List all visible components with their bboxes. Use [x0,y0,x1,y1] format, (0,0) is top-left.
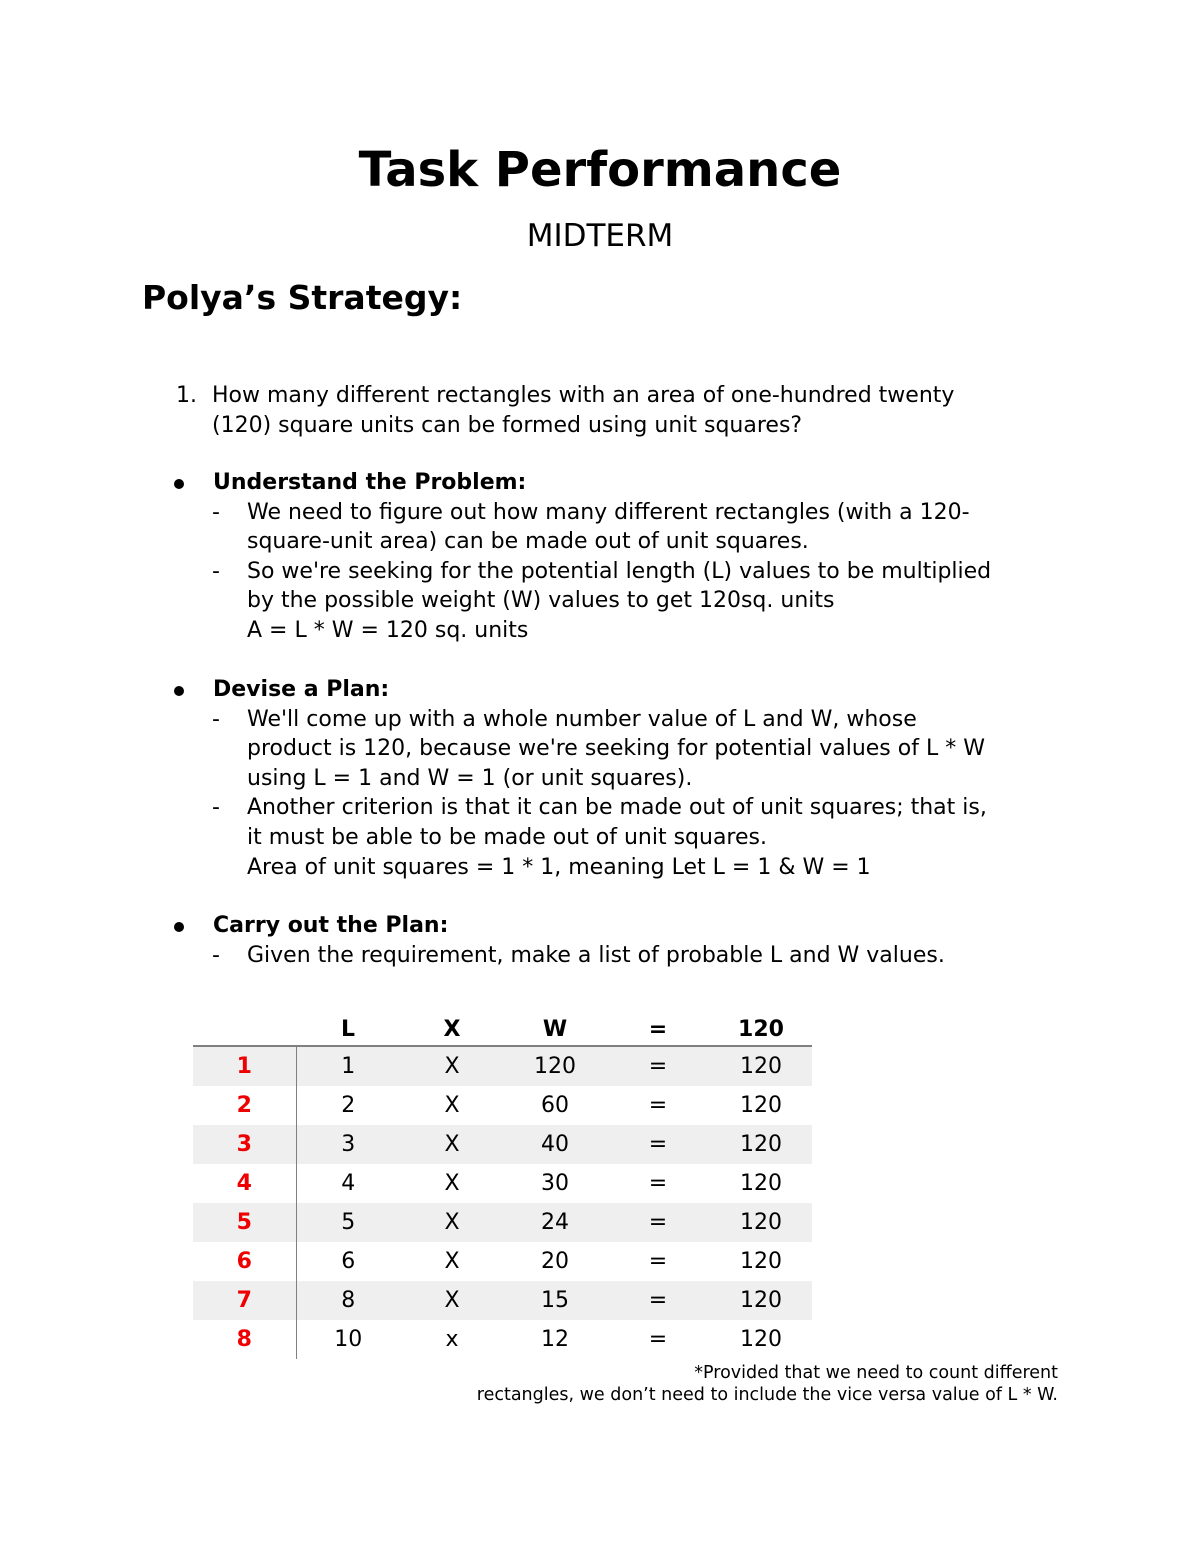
question-line: How many different rectangles with an area of one-hundred twenty [212,383,955,408]
product-cell: 120 [740,1327,782,1352]
times-cell: X [400,1203,504,1242]
equals-cell: = [606,1046,710,1086]
table-row [193,1281,812,1320]
times-cell: X [400,1125,504,1164]
question-number: 1. [176,383,197,408]
question-text [212,381,1036,440]
header-cell-equals: = [606,1015,710,1046]
width-cell: 15 [504,1281,606,1320]
length-cell: 10 [334,1327,363,1352]
header-cell-l: L [296,1015,400,1046]
section-devise [172,675,1052,882]
times-cell: X [444,1171,460,1196]
table-row [193,1203,812,1242]
row-number: 8 [193,1320,296,1359]
row-number: 2 [193,1086,296,1125]
product-cell: 120 [740,1171,782,1196]
table-row [193,1164,812,1203]
bullet-icon [174,686,184,696]
dash-icon: - [212,706,220,732]
item-line: it must be able to be made out of unit squares. [247,824,767,850]
section-title: Carry out the Plan: [213,913,449,938]
length-cell: 8 [296,1281,400,1320]
bullet-item [172,911,1052,941]
item-line: A = L * W = 120 sq. units [247,617,529,643]
table-row [193,1046,812,1086]
length-cell: 1 [296,1046,400,1086]
section-title: Understand the Problem: [213,470,527,495]
header-cell-index [193,1015,296,1046]
equals-cell: = [648,1171,668,1196]
width-cell: 60 [541,1093,569,1118]
equals-cell: = [648,1093,668,1118]
width-cell: 40 [504,1125,606,1164]
width-cell: 120 [504,1046,606,1086]
item-line: Given the requirement, make a list of probable L and W values. [247,942,945,968]
table-row [193,1125,812,1164]
table-row [193,1320,812,1359]
product-cell: 120 [710,1281,812,1320]
document-title: Task Performance [358,142,842,198]
footnote [477,1362,1058,1406]
table-row [193,1086,812,1125]
width-cell: 20 [541,1249,569,1274]
dash-item [172,941,1052,971]
row-number: 7 [193,1281,296,1320]
item-line: Another criterion is that it can be made out of unit squares; that is, [247,795,987,821]
equals-cell: = [606,1281,710,1320]
times-cell: X [400,1046,504,1086]
dash-icon: - [212,795,220,821]
question-line: (120) square units can be formed using unit squares? [212,412,803,438]
times-cell: x [445,1327,459,1352]
item-line: by the possible weight (W) values to get 120sq. units [247,588,835,614]
equals-cell: = [648,1249,668,1274]
item-line: square-unit area) can be made out of unit squares. [247,529,809,555]
section-title: Devise a Plan: [213,677,390,702]
bullet-item [172,675,1052,705]
length-cell: 5 [296,1203,400,1242]
document-subtitle: MIDTERM [526,218,674,254]
dash-item [172,705,1052,794]
item-line: So we're seeking for the potential length (L) values to be multiplied [247,558,992,584]
section-carry-out [172,911,1052,970]
footnote-line: *Provided that we need to count different [694,1363,1058,1383]
item-line: We need to figure out how many different rectangles (with a 120- [247,499,970,525]
dash-icon: - [212,942,220,968]
dash-icon: - [212,499,220,525]
width-cell: 24 [504,1203,606,1242]
product-cell: 120 [740,1249,782,1274]
width-cell: 30 [541,1171,569,1196]
length-cell: 4 [341,1171,356,1196]
product-cell: 120 [710,1125,812,1164]
row-number: 6 [193,1242,296,1281]
product-cell: 120 [740,1093,782,1118]
times-cell: X [444,1093,460,1118]
bullet-item [172,468,1052,498]
table-row [193,1242,812,1281]
dash-icon: - [212,558,220,584]
equals-cell: = [648,1327,668,1352]
item-line: We'll come up with a whole number value of L and W, whose [247,706,917,732]
bullet-icon [174,479,184,489]
times-cell: X [400,1281,504,1320]
product-cell: 120 [710,1046,812,1086]
header-cell-w: W [504,1015,606,1046]
length-cell: 2 [341,1093,356,1118]
row-number: 1 [193,1046,296,1086]
length-cell: 6 [341,1249,356,1274]
rectangle-table [193,1015,812,1359]
row-number: 5 [193,1203,296,1242]
footnote-line: rectangles, we don’t need to include the vice versa value of L * W. [476,1385,1058,1405]
header-cell-x: X [400,1015,504,1046]
header-cell-result: 120 [710,1015,812,1046]
section-understand [172,468,1052,646]
dash-item [172,557,1052,646]
item-line: Area of unit squares = 1 * 1, meaning Let L = 1 & W = 1 [247,854,871,880]
row-number: 3 [193,1125,296,1164]
equals-cell: = [606,1203,710,1242]
question-block [176,381,1036,440]
row-number: 4 [193,1164,296,1203]
width-cell: 12 [541,1327,569,1352]
table-header-row [193,1015,812,1046]
dash-item [172,793,1052,882]
item-line: product is 120, because we're seeking for potential values of L * W [247,736,985,762]
equals-cell: = [606,1125,710,1164]
item-line: using L = 1 and W = 1 (or unit squares). [247,765,693,791]
bullet-icon [174,922,184,932]
section-heading: Polya’s Strategy: [142,278,463,317]
length-cell: 3 [296,1125,400,1164]
dash-item [172,498,1052,557]
times-cell: X [444,1249,460,1274]
product-cell: 120 [710,1203,812,1242]
